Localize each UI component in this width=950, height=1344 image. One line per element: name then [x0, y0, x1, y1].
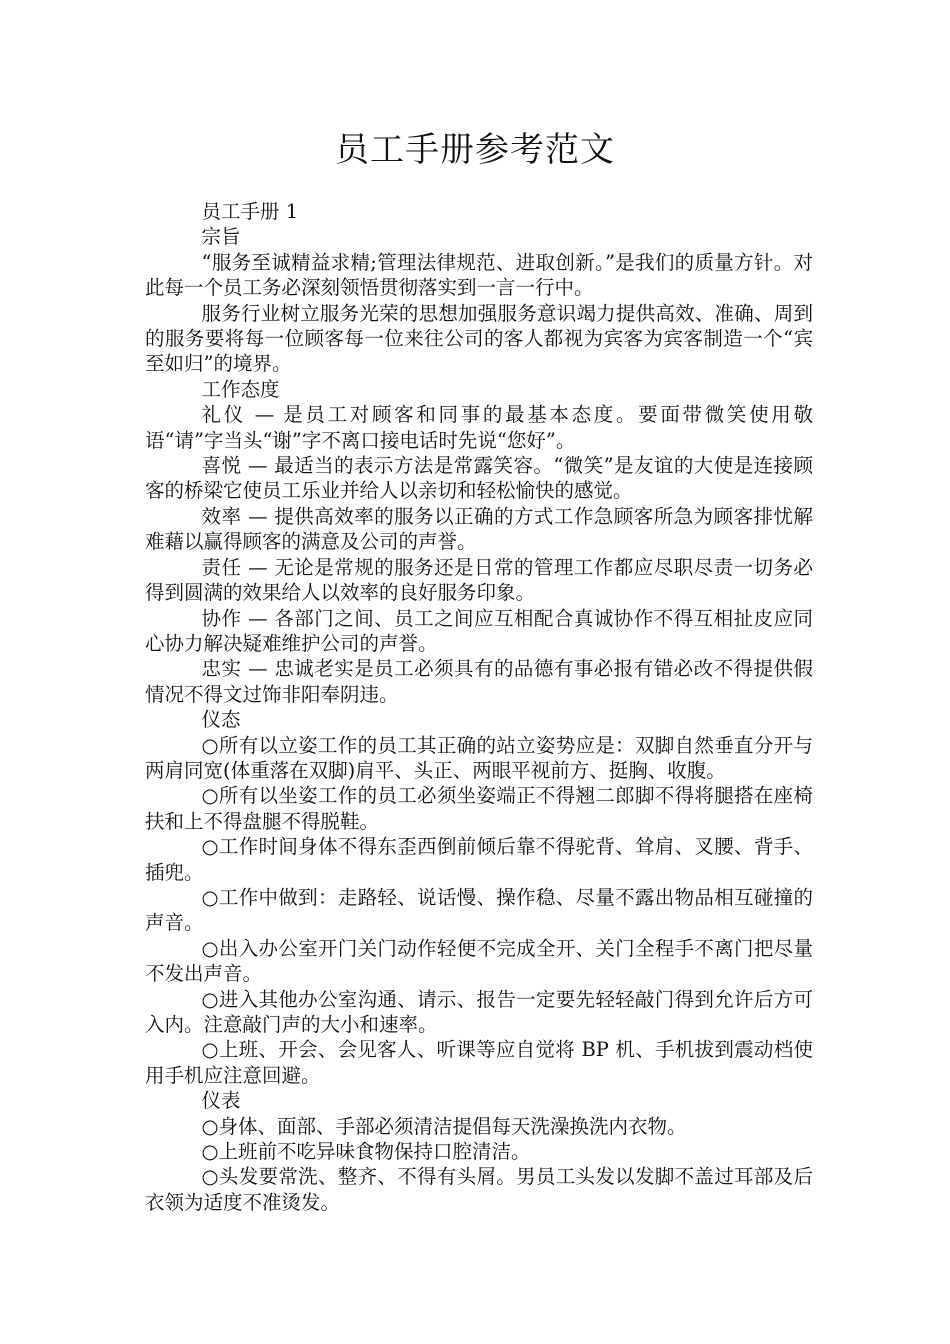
paragraph: 责任 — 无论是常规的服务还是日常的管理工作都应尽职尽责一切务必得到圆满的效果给人以效率的良好服务印象。 — [145, 555, 813, 605]
section-heading: 员工手册 1 — [201, 200, 299, 223]
paragraph: 喜悦 — 最适当的表示方法是常露笑容。“微笑”是友谊的大使是连接顾客的桥梁它使员工乐业并给人以亲切和轻松愉快的感觉。 — [145, 454, 813, 503]
paragraph: 服务行业树立服务光荣的思想加强服务意识竭力提供高效、准确、周到的服务要将每一位顾客每一位来往公司的客人都视为宾客为宾客制造一个“宾至如归”的境界。 — [145, 301, 813, 376]
paragraph: ○上班、开会、会见客人、听课等应自觉将 BP 机、手机拔到震动档使用手机应注意回避。 — [145, 1038, 813, 1087]
paragraph: ○所有以立姿工作的员工其正确的站立姿势应是：双脚自然垂直分开与两肩同宽(体重落在双脚)肩平、头正、两眼平视前方、挺胸、收腹。 — [145, 733, 813, 782]
paragraph: 礼仪 — 是员工对顾客和同事的最基本态度。要面带微笑使用敬语“请”字当头“谢”字不离口接电话时先说“您好”。 — [145, 403, 813, 452]
paragraph: “服务至诚精益求精;管理法律规范、进取创新。”是我们的质量方针。对此每一个员工务必深刻领悟贯彻落实到一言一行中。 — [145, 250, 813, 300]
paragraph: ○所有以坐姿工作的员工必须坐姿端正不得翘二郎脚不得将腿搭在座椅扶和上不得盘腿不得脱鞋。 — [145, 784, 813, 833]
paragraph: 效率 — 提供高效率的服务以正确的方式工作急顾客所急为顾客排忧解难藉以赢得顾客的满意及公司的声誉。 — [145, 504, 813, 554]
paragraph: ○头发要常洗、整齐、不得有头屑。男员工头发以发脚不盖过耳部及后衣领为适度不准烫发。 — [145, 1165, 813, 1214]
paragraph: ○工作中做到：走路轻、说话慢、操作稳、尽量不露出物品相互碰撞的声音。 — [145, 885, 813, 935]
paragraph: ○出入办公室开门关门动作轻便不完成全开、关门全程手不离门把尽量不发出声音。 — [145, 936, 813, 986]
section-heading: 宗旨 — [201, 225, 241, 249]
paragraph: 忠实 — 忠诚老实是员工必须具有的品德有事必报有错必改不得提供假情况不得文过饰非阳奉阴违。 — [145, 657, 813, 706]
paragraph: ○上班前不吃异味食物保持口腔清洁。 — [201, 1140, 531, 1164]
section-heading: 工作态度 — [201, 377, 280, 401]
document-title: 员工手册参考范文 — [335, 130, 615, 170]
paragraph: ○工作时间身体不得东歪西倒前倾后靠不得驼背、耸肩、叉腰、背手、插兜。 — [145, 835, 813, 884]
paragraph: 协作 — 各部门之间、员工之间应互相配合真诚协作不得互相扯皮应同心协力解决疑难维护公司的声誉。 — [145, 606, 813, 655]
paragraph: ○身体、面部、手部必须清洁提倡每天洗澡换洗内衣物。 — [201, 1114, 687, 1138]
paragraph: ○进入其他办公室沟通、请示、报告一定要先轻轻敲门得到允许后方可入内。注意敲门声的大小和速率。 — [145, 987, 813, 1036]
section-heading: 仪表 — [201, 1089, 241, 1113]
document-body — [145, 199, 813, 1215]
section-heading: 仪态 — [201, 708, 241, 732]
